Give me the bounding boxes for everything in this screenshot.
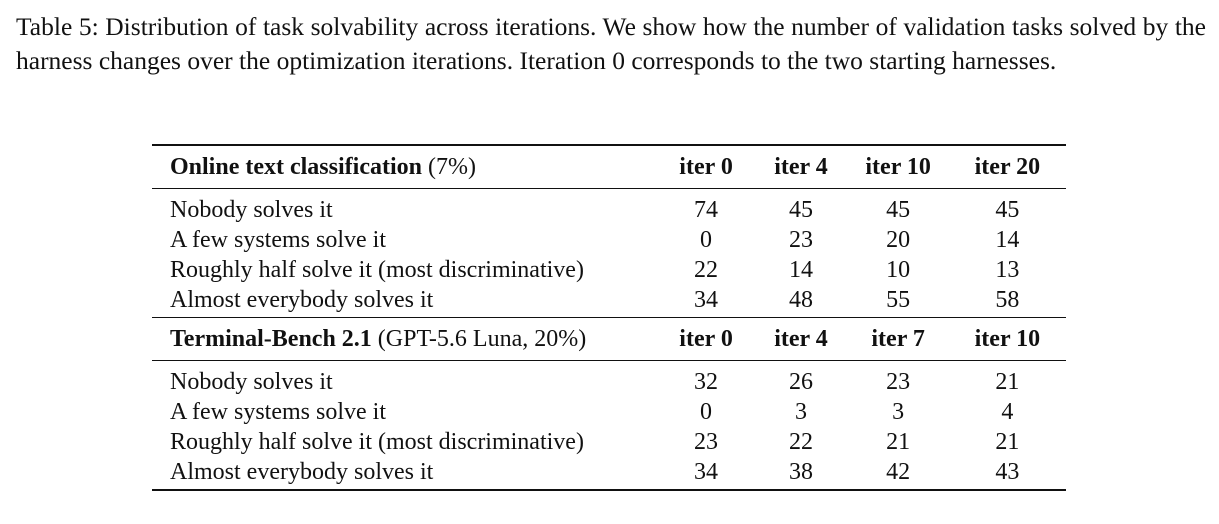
cell: 21 (995, 429, 1020, 455)
cell: 3 (794, 399, 807, 425)
table-row (152, 255, 1066, 285)
row-label: Almost everybody solves it (170, 287, 434, 313)
column-header: iter 20 (974, 153, 1041, 180)
cell: 23 (694, 429, 719, 455)
cell: 38 (788, 459, 813, 485)
cell: 3 (892, 399, 905, 425)
table-row (152, 457, 1066, 487)
cell: 0 (700, 399, 713, 425)
column-header: iter 4 (774, 153, 828, 180)
section-header-row (152, 318, 1066, 361)
cell: 43 (995, 459, 1020, 485)
bottom-rule (152, 490, 1066, 491)
column-header: iter 0 (679, 153, 733, 180)
section-title-bold: Online text classification (170, 153, 422, 180)
row-label: Roughly half solve it (most discriminative) (170, 257, 584, 283)
cell: 32 (694, 369, 719, 395)
cell: 45 (788, 197, 813, 223)
cell: 21 (886, 429, 911, 455)
row-label: A few systems solve it (170, 399, 386, 425)
column-header: iter 4 (774, 325, 828, 352)
row-label: A few systems solve it (170, 227, 386, 253)
section-title-detail: (GPT-5.6 Luna, 20%) (371, 325, 587, 352)
section-title (152, 318, 658, 361)
cell: 23 (788, 227, 813, 253)
cell: 14 (995, 227, 1020, 253)
column-header: iter 7 (871, 325, 925, 352)
column-header: iter 10 (865, 153, 931, 180)
cell: 0 (700, 227, 713, 253)
section-title-bold: Terminal-Bench 2.1 (170, 325, 372, 352)
cell: 45 (995, 197, 1020, 223)
table (152, 144, 1066, 491)
cell: 74 (694, 197, 719, 223)
row-label: Nobody solves it (170, 197, 333, 223)
section-title (152, 146, 658, 189)
cell: 20 (886, 227, 911, 253)
section-header-row (152, 146, 1066, 189)
column-header: iter 0 (679, 325, 733, 352)
table-row (152, 427, 1066, 457)
cell: 13 (995, 257, 1020, 283)
table-row (152, 367, 1066, 397)
cell: 23 (886, 369, 911, 395)
cell: 21 (995, 369, 1020, 395)
row-label: Roughly half solve it (most discriminative) (170, 429, 584, 455)
table-row (152, 195, 1066, 225)
cell: 42 (886, 459, 911, 485)
cell: 45 (886, 197, 911, 223)
cell: 34 (694, 459, 719, 485)
cell: 14 (788, 257, 813, 283)
row-label: Nobody solves it (170, 369, 333, 395)
cell: 4 (1001, 399, 1014, 425)
cell: 34 (694, 287, 719, 313)
solvability-table (152, 144, 1066, 491)
section-title-detail: (7%) (421, 153, 476, 180)
cell: 10 (886, 257, 911, 283)
column-header: iter 10 (974, 325, 1041, 352)
cell: 22 (788, 429, 813, 455)
cell: 58 (995, 287, 1020, 313)
table-row (152, 225, 1066, 255)
table-row (152, 285, 1066, 315)
cell: 48 (788, 287, 813, 313)
cell: 26 (788, 369, 813, 395)
cell: 55 (886, 287, 911, 313)
table-caption: Table 5: Distribution of task solvability across iterations. We show how the number of validation tasks solved by the harness changes over the optimization iterations. Iteration 0 corresponds to the two starting harnesses. (16, 12, 1206, 75)
table-row (152, 397, 1066, 427)
row-label: Almost everybody solves it (170, 459, 434, 485)
cell: 22 (694, 257, 719, 283)
